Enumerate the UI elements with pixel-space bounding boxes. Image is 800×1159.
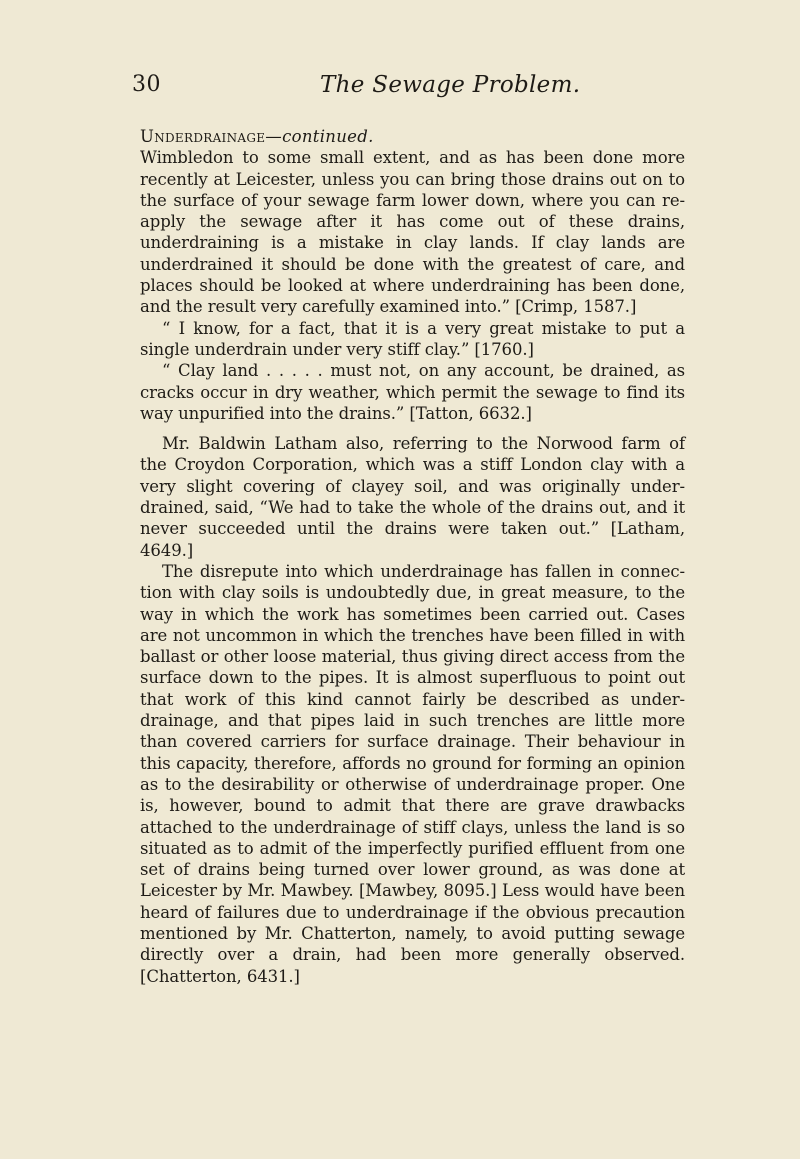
- section-heading: [140, 126, 685, 147]
- paragraph-latham: Mr. Baldwin Latham also, referring to the Norwood farm of the Croydon Corporation, which was a stiff London clay with a very slight covering of clayey soil, and was originally under-drained, said, “We had to take the whole of the drains out, and it never succeeded until the drains were taken out.” [Latham, 4649.]: [140, 434, 685, 560]
- paragraph-disrepute: The disrepute into which underdrainage has fallen in connec-tion with clay soils is undoubtedly due, in great measure, to the way in which the work has sometimes been carried out. Cases are not uncommon in which the trenches have been filled in with ballast or other loose material, thus giving direct access from the surface down to the pipes. It is almost superfluous to point out that work of this kind cannot fairly be described as under-drainage, and that pipes laid in such trenches are little more than covered carriers for surface drainage. Their behaviour in this capacity, therefore, affords no ground for forming an opinion as to the desirability or otherwise of underdrainage proper. One is, however, bound to admit that there are grave drawbacks attached to the underdrainage of stiff clays, unless the land is so situated as to admit of the imperfectly purified effluent from one set of drains being turned over lower ground, as was done at Leicester by Mr. Mawbey. [Mawbey, 8095.] Less would have been heard of failures due to underdrainage if the obvious precaution mentioned by Mr. Chatterton, namely, to avoid putting sewage directly over a drain, had been more generally observed. [Chatterton, 6431.]: [140, 561, 685, 986]
- paragraph-wimbledon: Wimbledon to some small extent, and as has been done more recently at Leicester, unless you can bring those drains out on to the surface of your sewage farm lower down, where you can re-apply the sewage after it has come out of these drains, underdraining is a mistake in clay lands. If clay lands are underdrained it should be done with the greatest of care, and places should be looked at where underdraining has been done, and the result very carefully examined into.” [Crimp, 1587.]: [140, 148, 685, 317]
- section-heading-caps: Underdrainage: [140, 127, 266, 146]
- paragraph-quote-stiff-clay: “ I know, for a fact, that it is a very great mistake to put a single underdrain under very stiff clay.” [1760.]: [140, 318, 685, 359]
- body-text: [140, 126, 685, 987]
- page-number: 30: [132, 72, 161, 97]
- running-title: The Sewage Problem.: [320, 72, 581, 98]
- page-header: [0, 72, 800, 112]
- paragraph-quote-clay-land: “ Clay land . . . . . must not, on any account, be drained, as cracks occur in dry weather, which permit the sewage to find its way unpurified into the drains.” [Tatton, 6632.]: [140, 361, 685, 423]
- section-heading-continued: —continued.: [265, 127, 374, 146]
- paragraph-gap: [140, 424, 685, 433]
